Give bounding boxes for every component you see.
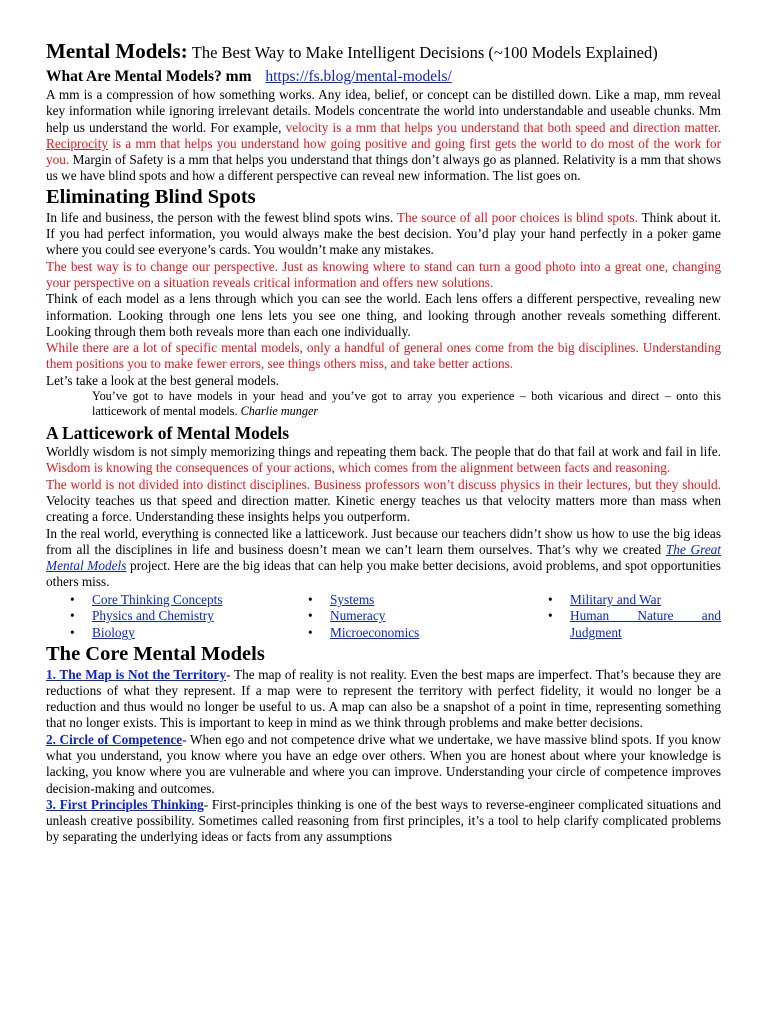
core-model-3-text: - First-principles thinking is one of the best ways to reverse-engineer complicated situations and unleash creative possibility. Sometimes called reasoning from first principles, it’s a tool to help clarify complicated problems by separating the underlying ideas or facts from any assumptions — [46, 796, 721, 845]
reciprocity-link[interactable]: Reciprocity — [46, 135, 109, 151]
blind-spots-paragraph-2: The best way is to change our perspective. Just as knowing where to stand can turn a good photo into a great one, changing your perspective on a situation reveals critical information and offers new solutions. — [46, 258, 721, 290]
topic-link-core-thinking[interactable]: Core Thinking Concepts — [92, 591, 223, 607]
blind-spots-text-1a: In life and business, the person with the fewest blind spots wins. — [46, 209, 397, 225]
map-territory-link[interactable]: 1. The Map is Not the Territory — [46, 666, 227, 682]
great-mental-models-link[interactable]: The Great Mental Models — [46, 541, 721, 574]
intro-highlight-velocity: velocity is a mm that helps you understand that both speed and direction matter. — [285, 119, 721, 135]
topic-column-3 — [524, 592, 721, 642]
latticework-highlight-1: Wisdom is knowing the consequences of your actions, which comes from the alignment between facts and reasoning. — [46, 460, 671, 476]
blind-spots-paragraph-4: While there are a lot of specific mental models, only a handful of general ones come from the big disciplines. Understanding them positions you to make fewer errors, see things others miss, and take better actions. — [46, 340, 721, 372]
blind-spots-paragraph-5: Let’s take a look at the best general models. — [46, 372, 279, 388]
core-model-1-text: - The map of reality is not reality. Even the best maps are imperfect. That’s because they are reductions of what they represent. If a map were to represent the territory with perfect fidelity, it would no longer be a reduction and thus would no longer be useful to us. A map can also be a snapshot of a point in time, representing something that no longer exists. This is important to keep in mind as we think through problems and make better decisions. — [46, 666, 721, 731]
blind-spots-paragraph-1 — [46, 210, 721, 259]
latticework-text-2b: Velocity teaches us that speed and direction matter. Kinetic energy teaches us that velocity matters more than mass when creating a force. Understanding these insights helps you outperform. — [46, 492, 721, 525]
latticework-text-3a: In the real world, everything is connected like a latticework. Just because our teachers didn’t show us how to use the big ideas from all the disciplines in life and business doesn’t mean we can’t learn them ourselves. That’s why we created — [46, 525, 721, 557]
latticework-paragraph-2 — [46, 477, 721, 526]
heading-core-models: The Core Mental Models — [46, 642, 265, 665]
title-subtitle: The Best Way to Make Intelligent Decisions (~100 Models Explained) — [191, 43, 658, 62]
topic-link-military-war[interactable]: Military and War — [570, 591, 662, 607]
core-model-1 — [46, 667, 721, 732]
topic-item — [284, 625, 524, 642]
latticework-highlight-2: The world is not divided into distinct disciplines. Business professors won’t discuss physics in their lectures, but they should. — [46, 476, 721, 492]
topic-item — [46, 592, 284, 609]
topic-column-2 — [284, 592, 524, 642]
topic-link-numeracy[interactable]: Numeracy — [330, 608, 386, 624]
title-main: Mental Models: — [46, 39, 188, 63]
topic-item — [284, 608, 524, 625]
latticework-paragraph-1 — [46, 444, 721, 477]
intro-paragraph — [46, 87, 721, 185]
section-question — [46, 67, 721, 87]
question-heading: What Are Mental Models? mm — [46, 68, 252, 85]
page-title — [46, 38, 721, 67]
source-url-link[interactable]: https://fs.blog/mental-models/ — [265, 68, 452, 85]
heading-blind-spots: Eliminating Blind Spots — [46, 185, 256, 208]
latticework-paragraph-3 — [46, 526, 721, 591]
core-model-2 — [46, 732, 721, 797]
intro-highlight-reciprocity: is a mm that helps you understand how going positive and going first gets the world to do most of the work for you. — [46, 135, 721, 168]
intro-text-1: A mm is a compression of how something works. Any idea, belief, or concept can be distilled down. Like a map, mm reveal key information while ignoring irrelevant details. Models concentrate the world into understandable and useable chunks. Mm help us understand the world. For example, — [46, 87, 721, 135]
topic-item — [524, 592, 721, 609]
topic-link-biology[interactable]: Biology — [92, 624, 135, 640]
intro-text-2: Margin of Safety is a mm that helps you understand that things don’t always go as planned. Relativity is a mm that shows us we have blind spots and how a different perspective can reveal new information. The list goes on. — [46, 152, 721, 184]
topic-link-physics-chemistry[interactable]: Physics and Chemistry — [92, 608, 214, 624]
topic-link-human-nature[interactable]: Human Nature and Judgment — [570, 608, 721, 640]
topic-item — [284, 592, 524, 609]
topic-item — [46, 608, 284, 625]
topic-item — [46, 625, 284, 642]
blind-spots-highlight-1: The source of all poor choices is blind spots. — [396, 209, 638, 225]
quote-text: You’ve got to have models in your head and you’ve got to array you experience – both vicarious and direct – onto this latticework of mental models. — [92, 389, 721, 419]
topic-link-microeconomics[interactable]: Microeconomics — [330, 624, 420, 640]
latticework-text-3b: project. Here are the big ideas that can help you make better decisions, avoid problems, and spot opportunities others miss. — [46, 558, 721, 590]
topic-link-list — [46, 592, 721, 642]
topic-column-1 — [46, 592, 284, 642]
core-model-3 — [46, 797, 721, 846]
blind-spots-paragraph-3: Think of each model as a lens through which you can see the world. Each lens offers a different perspective, revealing new information. Looking through one lens lets you see one thing, and looking through another reveals something different. Looking through them both reveals more than each one individually. — [46, 291, 721, 339]
core-model-2-text: - When ego and not competence drive what we undertake, we have massive blind spots. If you know what you understand, you know where you have an edge over others. When you are honest about where your knowledge is lacking, you know where you are vulnerable and where you can improve. Understanding your circle of competence improves decision-making and outcomes. — [46, 731, 721, 796]
heading-latticework: A Latticework of Mental Models — [46, 423, 290, 444]
topic-item — [524, 608, 721, 641]
circle-competence-link[interactable]: 2. Circle of Competence — [46, 731, 183, 747]
first-principles-link[interactable]: 3. First Principles Thinking — [46, 796, 204, 812]
quote-author: Charlie munger — [240, 404, 319, 419]
munger-quote — [92, 389, 721, 419]
blind-spots-text-1b: Think about it. If you had perfect information, you would always make the best decision. You’d play your hand perfectly in a poker game where you could see everyone’s cards. You wouldn’t make any mistakes. — [46, 209, 722, 258]
latticework-text-1a: Worldly wisdom is not simply memorizing things and repeating them back. The people that do that fail at work and fail in life. — [46, 444, 721, 460]
topic-link-systems[interactable]: Systems — [330, 591, 375, 607]
